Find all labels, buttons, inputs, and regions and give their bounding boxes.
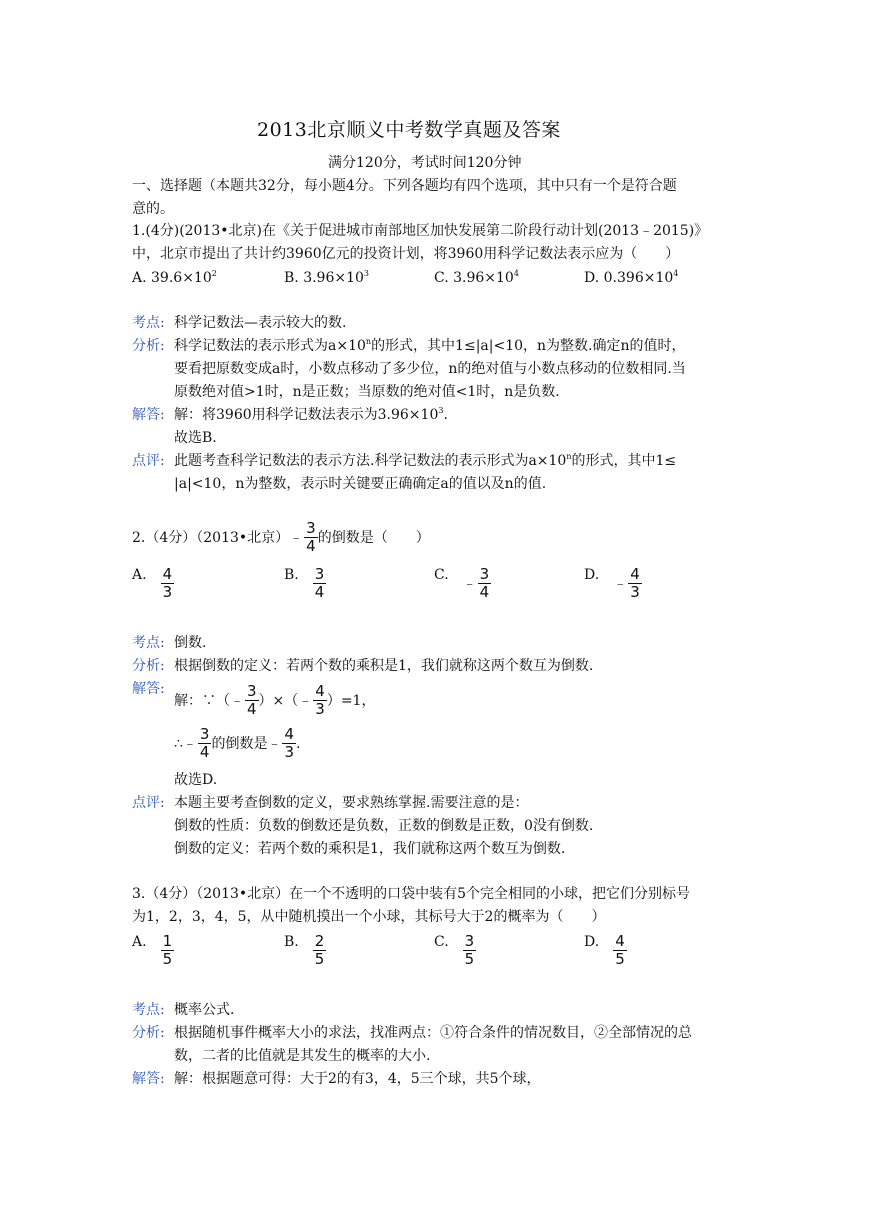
option-letter: C. bbox=[434, 270, 449, 286]
option-letter: B. bbox=[284, 270, 299, 286]
q2-stem: 2.（4分）（2013•北京） ﹣ $\frac{3}{4}$ 的倒数是（ ） bbox=[132, 519, 430, 555]
option-letter: A. bbox=[132, 934, 147, 950]
q2-dianping-line1: 本题主要考查倒数的定义，要求熟练掌握.需要注意的是： bbox=[174, 795, 529, 811]
q2-kaodian-text: 倒数. bbox=[174, 635, 207, 651]
q3-option-c bbox=[434, 933, 476, 968]
option-fraction: $\frac{1}{5}$ bbox=[162, 932, 173, 968]
q3-option-b bbox=[284, 933, 326, 968]
q2-jieda-line1: 解：∵（ ﹣ $\frac{3}{4}$ ）×（ ﹣ $\frac{4}{3}$ ）=1， bbox=[174, 682, 376, 718]
q3-fenxi-line1: 根据随机事件概率大小的求法，找准两点：①符合条件的情况数目，②全部情况的总 bbox=[174, 1025, 692, 1041]
q3-fenxi-label: 分析: bbox=[132, 1025, 165, 1041]
q2-dianping-label: 点评: bbox=[132, 795, 165, 811]
option-fraction: $\frac{3}{5}$ bbox=[464, 932, 475, 968]
option-letter: B. bbox=[284, 934, 299, 950]
option-fraction: $\frac{4}{3}$ bbox=[630, 565, 640, 601]
option-exponent: 2 bbox=[211, 269, 217, 278]
q1-stem-line1: 1.(4分)(2013•北京)在《关于促进城市南部地区加快发展第二阶段行动计划(2013﹣2015)》 bbox=[132, 223, 709, 239]
section-heading-line2: 意的。 bbox=[132, 201, 174, 217]
option-letter: D. bbox=[584, 567, 600, 583]
q3-fenxi-line2: 数，二者的比值就是其发生的概率的大小. bbox=[174, 1048, 431, 1064]
jieda-fraction-2: $\frac{4}{3}$ bbox=[315, 682, 325, 718]
option-letter: A. bbox=[132, 567, 147, 583]
q1-stem-line2: 中，北京市提出了共计约3960亿元的投资计划，将3960用科学记数法表示应为（ ） bbox=[132, 246, 680, 262]
q2-option-b bbox=[284, 566, 326, 601]
q2-jieda-end: 故选D. bbox=[174, 772, 218, 788]
q3-kaodian-text: 概率公式. bbox=[174, 1002, 235, 1018]
q1-jieda-line1: 解：将3960用科学记数法表示为$3.96\times 10^3$. bbox=[174, 406, 448, 423]
jieda-fraction-1: $\frac{3}{4}$ bbox=[247, 682, 257, 718]
q2-dianping-line3: 倒数的定义：若两个数的乘积是1，我们就称这两个数互为倒数. bbox=[174, 841, 566, 857]
q2-fenxi-label: 分析: bbox=[132, 658, 165, 674]
q2-jieda-label: 解答: bbox=[132, 681, 165, 697]
option-letter: A. bbox=[132, 270, 147, 286]
q1-option-c bbox=[434, 269, 519, 287]
q3-jieda-text: 解：根据题意可得：大于2的有3，4，5三个球，共5个球， bbox=[174, 1071, 541, 1087]
option-exponent: 4 bbox=[513, 269, 519, 278]
q1-kaodian-text: 科学记数法—表示较大的数. bbox=[174, 315, 347, 331]
q1-fenxi-line2: 要看把原数变成a时，小数点移动了多少位，n的绝对值与小数点移动的位数相同.当 bbox=[174, 361, 686, 377]
option-fraction: $\frac{3}{4}$ bbox=[314, 565, 325, 601]
option-value: 3.96×10 bbox=[453, 270, 514, 286]
q1-fenxi-line3: 原数绝对值>1时，n是正数；当原数的绝对值<1时，n是负数. bbox=[174, 384, 560, 400]
q1-jieda-line2: 故选B. bbox=[174, 430, 217, 446]
option-letter: C. bbox=[434, 567, 449, 583]
q1-kaodian-label: 考点: bbox=[132, 315, 165, 331]
option-fraction: $\frac{4}{5}$ bbox=[615, 932, 625, 968]
q3-stem-line2: 为1，2，3，4，5，从中随机摸出一个小球，其标号大于2的概率为（ ） bbox=[132, 909, 606, 925]
option-value: 0.396×10 bbox=[603, 270, 674, 286]
option-letter: C. bbox=[434, 934, 449, 950]
option-fraction: $\frac{3}{4}$ bbox=[479, 565, 490, 601]
q3-jieda-label: 解答: bbox=[132, 1071, 165, 1087]
q3-option-a bbox=[132, 933, 174, 968]
therefore-fraction-2: $\frac{4}{3}$ bbox=[284, 725, 295, 761]
therefore-fraction-1: $\frac{3}{4}$ bbox=[199, 725, 210, 761]
q2-dianping-line2: 倒数的性质：负数的倒数还是负数，正数的倒数是正数，0没有倒数. bbox=[174, 818, 594, 834]
q3-option-d bbox=[584, 933, 627, 968]
q2-option-a bbox=[132, 566, 174, 601]
q2-fenxi-text: 根据倒数的定义：若两个数的乘积是1，我们就称这两个数互为倒数. bbox=[174, 658, 594, 674]
option-value: 3.96×10 bbox=[303, 270, 364, 286]
section-heading-line1: 一、选择题（本题共32分，每小题4分。下列各题均有四个选项，其中只有一个是符合题 bbox=[132, 178, 677, 194]
q2-kaodian-label: 考点: bbox=[132, 635, 165, 651]
q1-option-d bbox=[584, 269, 678, 287]
q1-jieda-label: 解答: bbox=[132, 407, 165, 423]
option-letter: D. bbox=[584, 934, 600, 950]
doc-title: 2013北京顺义中考数学真题及答案 bbox=[257, 119, 561, 141]
option-exponent: 3 bbox=[363, 269, 370, 278]
option-letter: B. bbox=[284, 567, 299, 583]
q1-dianping-line1: 此题考查科学记数法的表示方法.科学记数法的表示形式为$a\times 10^n$的形式，其中1≤ bbox=[174, 452, 677, 469]
q2-option-c: C. ﹣ $\frac{3}{4}$ bbox=[434, 565, 490, 601]
q2-stem-fraction: $\frac{3}{4}$ bbox=[306, 519, 316, 555]
q2-jieda-line2: ∴ ﹣ $\frac{3}{4}$ 的倒数是 ﹣ $\frac{4}{3}$ . bbox=[174, 725, 301, 761]
q1-dianping-label: 点评: bbox=[132, 453, 165, 469]
q1-option-b bbox=[284, 269, 369, 287]
q3-stem-line1: 3.（4分）（2013•北京）在一个不透明的口袋中装有5个完全相同的小球，把它们分别标号 bbox=[132, 886, 691, 902]
q1-dianping-line2: |a|<10，n为整数，表示时关键要正确确定a的值以及n的值. bbox=[174, 476, 547, 492]
option-fraction: $\frac{2}{5}$ bbox=[314, 932, 325, 968]
option-exponent: 4 bbox=[673, 269, 679, 278]
doc-subtitle: 满分120分，考试时间120分钟 bbox=[328, 155, 522, 171]
option-fraction: $\frac{4}{3}$ bbox=[162, 565, 173, 601]
q2-option-d: D. ﹣ $\frac{4}{3}$ bbox=[584, 565, 640, 601]
option-value: 39.6×10 bbox=[151, 270, 212, 286]
q1-fenxi-label: 分析: bbox=[132, 338, 165, 354]
q1-option-a bbox=[132, 269, 217, 287]
q1-fenxi-line1: 科学记数法的表示形式为$a\times 10^n$的形式，其中1≤|a|<10，n为整数.确定n的值时， bbox=[174, 337, 686, 354]
option-letter: D. bbox=[584, 270, 600, 286]
q3-kaodian-label: 考点: bbox=[132, 1002, 165, 1018]
